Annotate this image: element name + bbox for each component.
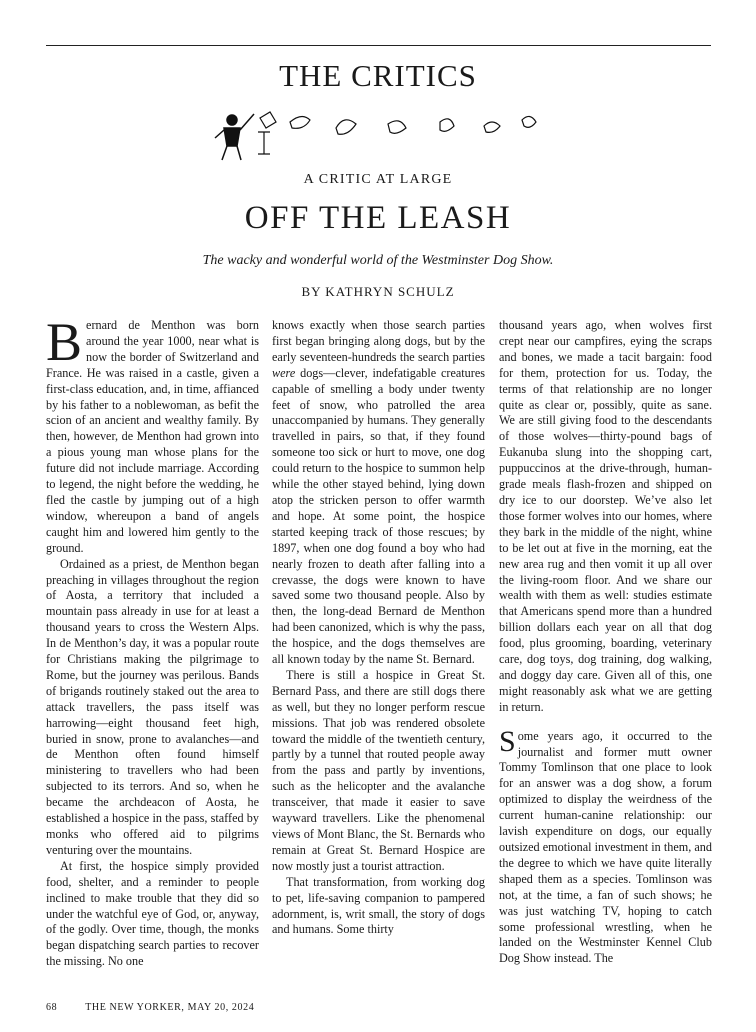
paragraph: There is still a hospice in Great St. Bernard Pass, and there are still dogs there as well, but they no longer perform rescue missions. That job was rendered obsolete toward the middle of the twentieth century, partly by a tunnel that routed people away from the pass and partly by inventions, such as the helicopter and the avalanche transceiver, that made it easier to save wayward travellers. Like the phenomenal views of Mont Blanc, the St. Bernards who remain at Great St. Bernard Hospice are now mostly just a tourist attraction. (272, 667, 485, 873)
column-3 (499, 318, 712, 990)
paragraph-text: ome years ago, it occurred to the journalist and former mutt owner Tommy Tomlinson that one place to look for an answer was a dog show, a forum optimized to display the weirdness of the current human-canine relationship: our lavish expenditure on dogs, our equally outsized emotional investment in them, and the degree to which we have quite literally shaped them as a species. Tomlinson was not, at the time, a fan of such shows; he was just watching TV, hoping to catch some professional wrestling, when he landed on the Westminster Kennel Club Dog Show instead. The (499, 728, 712, 966)
paragraph-text: dogs—clever, indefatigable creatures capable of smelling a body under twenty feet of snow, who patrolled the area unaccompanied by humans. They generally travelled in pairs, so that, if they found someone too sick or hurt to move, one dog could return to the hospice to summon help while the other stayed behind, lying down atop the stricken person to offer warmth and hope. At some point, the hospice started keeping track of those rescues; by 1897, when one dog found a boy who had nearly frozen to death after falling into a crevasse, the dogs were known to have saved some two thousand people. Also by then, the long-dead Bernard de Menthon had been canonized, which is why the pass, the hospice, and the dogs themselves are all known today by the name St. Bernard. (272, 365, 485, 667)
headline: OFF THE LEASH (244, 200, 512, 236)
top-rule (46, 45, 711, 46)
paragraph (272, 318, 485, 668)
emphasis: were (272, 365, 296, 380)
paragraph-text: ernard de Menthon was born around the year 1000, near what is now the border of Switzerland and France. He was raised in a castle, given a first-class education, and, in time, affianced by his father to a noblewoman, as befit the scion of an ancient and wealthy family. By then, however, de Menthon had grown into a pious young man whose plans for the future did not include marriage. According to legend, the night before the wedding, he fled the castle by jumping out of a high window, whereupon a band of angels caught him and lowered him gently to the ground. (46, 318, 259, 555)
paragraph (46, 318, 259, 557)
page-footer (46, 1002, 254, 1013)
drop-cap: B (46, 318, 83, 372)
issue-line: THE NEW YORKER, MAY 20, 2024 (85, 1002, 255, 1013)
paragraph: That transformation, from working dog to pet, life-saving companion to pampered adornment, is, writ small, the story of dogs and humans. Some thirty (272, 874, 485, 937)
paragraph: At first, the hospice simply provided food, shelter, and a reminder to people inclined to make trouble that they did so under the watchful eye of God, or, anyway, of the godly. Over time, though, the monks began dispatching search parties to recover the missing. No one (46, 858, 259, 969)
critics-spot-illustration-icon (210, 108, 550, 168)
page-number: 68 (46, 1002, 58, 1013)
drop-cap: S (499, 724, 516, 758)
column-1 (46, 318, 259, 990)
paragraph (499, 724, 712, 968)
paragraph-text: knows exactly when those search parties first began bringing along dogs, but by the early seventeen-hundreds the search parties (272, 318, 485, 364)
paragraph: thousand years ago, when wolves first crept near our campfires, eying the scraps and bones, we made a tacit bargain: food for them, protection for us. Today, the terms of that relationship are no longer quite as clear or, possibly, quite as sane. We are still giving food to the descendants of those wolves—thirty-pound bags of Eukanuba slung into the shopping cart, puppuccinos at the drive-through, human-grade meals flash-frozen and shipped on dry ice to our doorstep. We’ve also let those former wolves into our homes, where they bark in the middle of the night, whine to be let out at five in the morning, eat the new area rug and then vomit it up all over the living-room floor. And we share our wealth with them as well: studies estimate that Americans spend more than a hundred billion dollars each year on all that dog food, plus grooming, boarding, veterinary care, dog toys, dog training, dog walking, and doggy day care. Given all of this, one might reasonably ask what we are getting in return. (499, 318, 712, 714)
section-title: THE CRITICS (279, 58, 477, 93)
kicker: A CRITIC AT LARGE (303, 172, 453, 187)
dek: The wacky and wonderful world of the Westminster Dog Show. (202, 253, 554, 268)
byline: BY KATHRYN SCHULZ (301, 284, 455, 299)
paragraph: Ordained as a priest, de Menthon began preaching in villages throughout the region of Aosta, a territory that included a mountain pass already in use for at least a thousand years to cross the Western Alps. In de Menthon’s day, it was a popular route for Christians making the pilgrimage to Rome, but the journey was perilous. Bands of brigands routinely staked out the area to attack travellers, the pass itself was harrowing—eight thousand feet high, buried in snow, prone to avalanches—and de Menthon often found himself ministering to travellers who had been subjected to its terrors. And so, when he became the archdeacon of Aosta, he established a hospice in the pass, staffed by monks who offered aid to pilgrims venturing over the mountains. (46, 556, 259, 857)
column-2 (272, 318, 485, 990)
